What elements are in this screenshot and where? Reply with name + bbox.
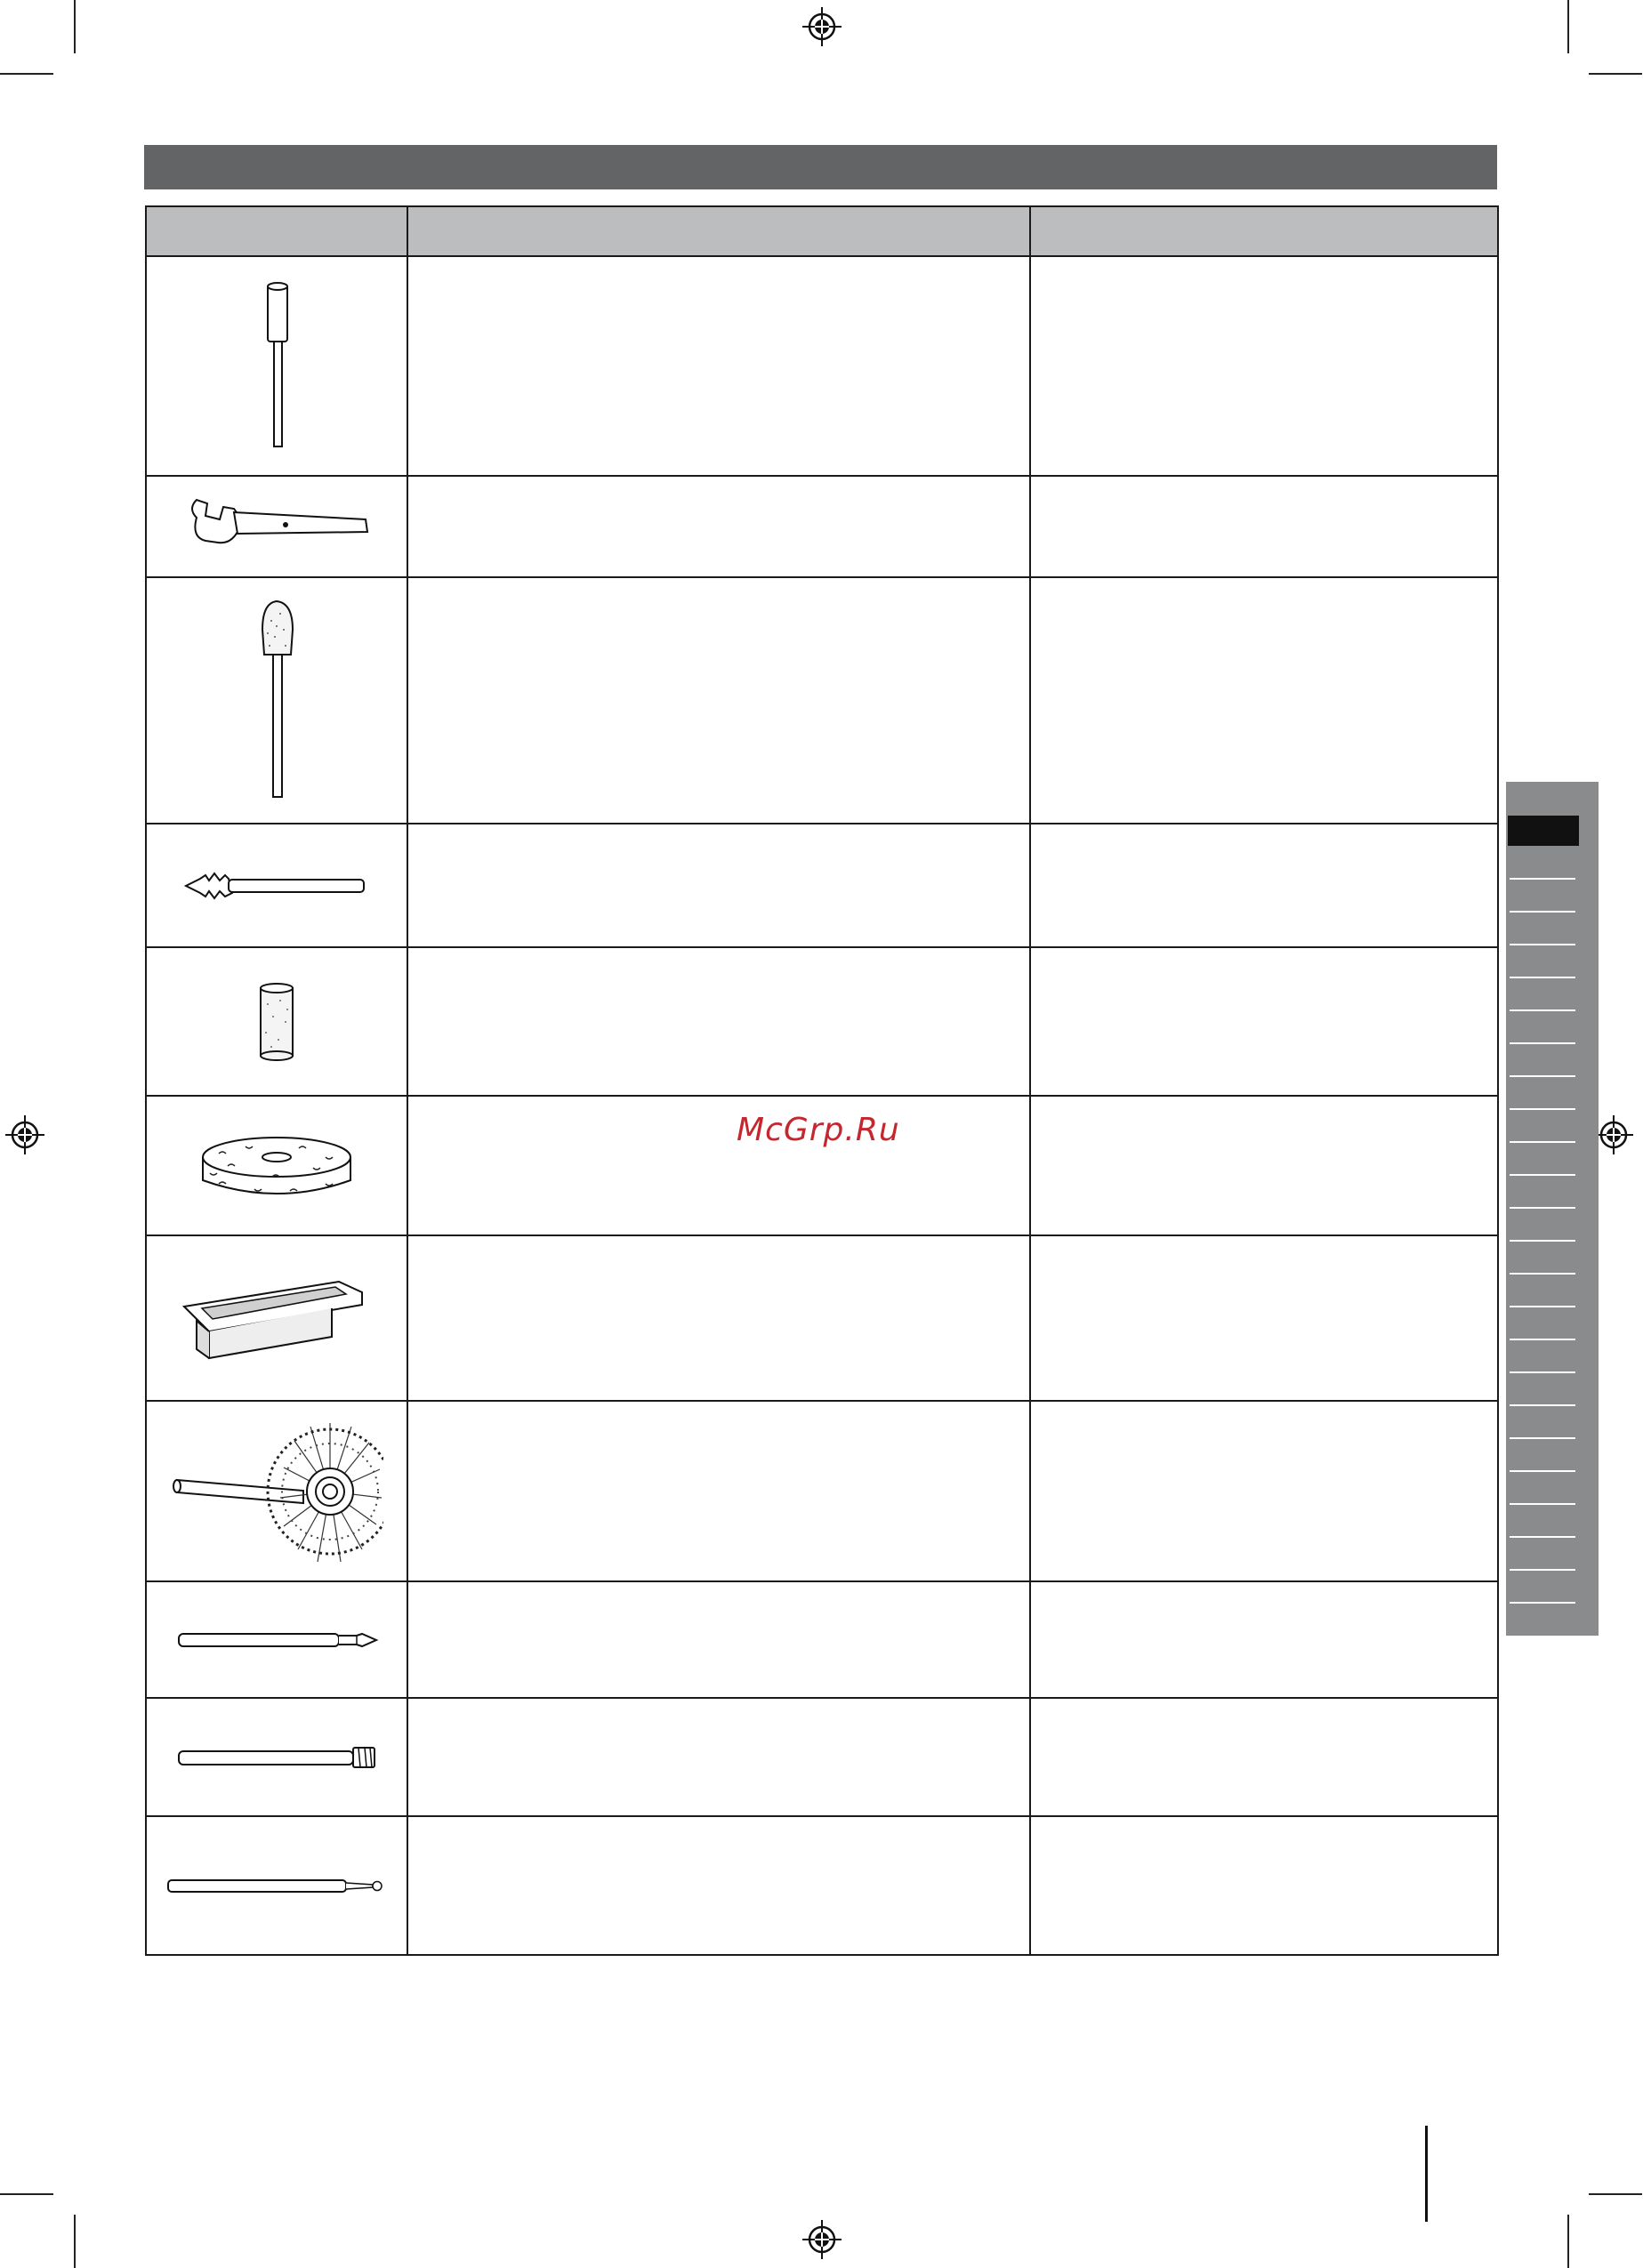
illustration-cell [146,947,407,1096]
illustration-cell [146,476,407,577]
tab-divider [1510,1437,1575,1439]
crop-mark [1567,0,1569,53]
sanding-drum-mandrel-icon [250,277,303,455]
tab-divider [1510,1108,1575,1110]
crop-mark [1589,73,1642,75]
accessories-table [145,205,1499,1956]
table-row [146,577,1498,824]
active-language-tab [1508,816,1579,846]
application-cell [1030,1235,1498,1401]
illustration-cell [146,1401,407,1581]
tab-divider [1510,1371,1575,1373]
crop-mark [74,0,76,53]
table-row [146,476,1498,577]
description-cell [407,1698,1030,1816]
tab-divider [1510,1503,1575,1505]
application-cell [1030,577,1498,824]
tab-divider [1510,911,1575,913]
application-cell [1030,947,1498,1096]
application-cell [1030,1816,1498,1955]
description-cell [407,476,1030,577]
table-header-row [146,206,1498,256]
header-application [1030,206,1498,256]
illustration-cell [146,1235,407,1401]
tab-divider [1510,1009,1575,1011]
crop-mark [0,73,53,75]
tab-divider [1510,1141,1575,1143]
application-cell [1030,476,1498,577]
table-row [146,1816,1498,1955]
header-description [407,206,1030,256]
tab-divider [1510,1075,1575,1077]
tab-divider [1510,1240,1575,1242]
registration-mark-icon [802,2220,842,2259]
illustration-cell [146,577,407,824]
registration-mark-icon [5,1115,44,1154]
cutter-bit-icon [170,1735,383,1780]
language-side-tab [1506,782,1599,1636]
description-cell [407,1816,1030,1955]
registration-mark-icon [1594,1115,1633,1154]
felt-polishing-tip-icon [250,594,303,808]
felt-cylinder-icon [250,977,303,1066]
application-cell [1030,1581,1498,1698]
table-row [146,1401,1498,1581]
application-cell [1030,1698,1498,1816]
tab-divider [1510,977,1575,978]
tab-divider [1510,1306,1575,1307]
description-cell [407,824,1030,947]
polishing-wheel-icon [192,1122,361,1210]
tab-divider [1510,1042,1575,1044]
wire-brush-wheel-icon [170,1416,383,1567]
table-row [146,824,1498,947]
crop-mark [1567,2215,1569,2268]
illustration-cell [146,1698,407,1816]
description-cell [407,1235,1030,1401]
table-row [146,1698,1498,1816]
description-cell [407,1581,1030,1698]
tab-divider [1510,1174,1575,1176]
illustration-cell [146,1581,407,1698]
tab-divider [1510,1404,1575,1406]
registration-mark-icon [802,7,842,46]
engraving-bit-icon [170,1618,383,1662]
application-cell [1030,1096,1498,1235]
ball-burr-bit-icon [161,1863,392,1908]
table-row [146,1235,1498,1401]
tab-divider [1510,1470,1575,1472]
tab-divider [1510,878,1575,880]
illustration-cell [146,1816,407,1955]
tab-divider [1510,1569,1575,1571]
crop-mark [1589,2193,1642,2195]
tab-divider [1510,1207,1575,1209]
table-row [146,947,1498,1096]
tab-divider [1510,944,1575,945]
crop-mark [0,2193,53,2195]
illustration-cell [146,256,407,476]
illustration-cell [146,824,407,947]
tab-divider [1510,1339,1575,1340]
polishing-compound-tray-icon [179,1269,375,1367]
application-cell [1030,824,1498,947]
table-row [146,256,1498,476]
application-cell [1030,1401,1498,1581]
description-cell [407,1096,1030,1235]
description-cell [407,947,1030,1096]
tab-divider [1510,1602,1575,1604]
watermark-text: McGrp.Ru [737,1112,900,1148]
section-title-bar [144,145,1497,189]
screw-mandrel-icon [179,859,375,913]
crop-mark [74,2215,76,2268]
description-cell [407,577,1030,824]
table-row [146,1581,1498,1698]
description-cell [407,256,1030,476]
application-cell [1030,256,1498,476]
page-number-rule [1425,2126,1428,2222]
header-illustration [146,206,407,256]
illustration-cell [146,1096,407,1235]
tab-divider [1510,1536,1575,1538]
description-cell [407,1401,1030,1581]
spanner-icon [179,491,375,562]
tab-divider [1510,1273,1575,1275]
